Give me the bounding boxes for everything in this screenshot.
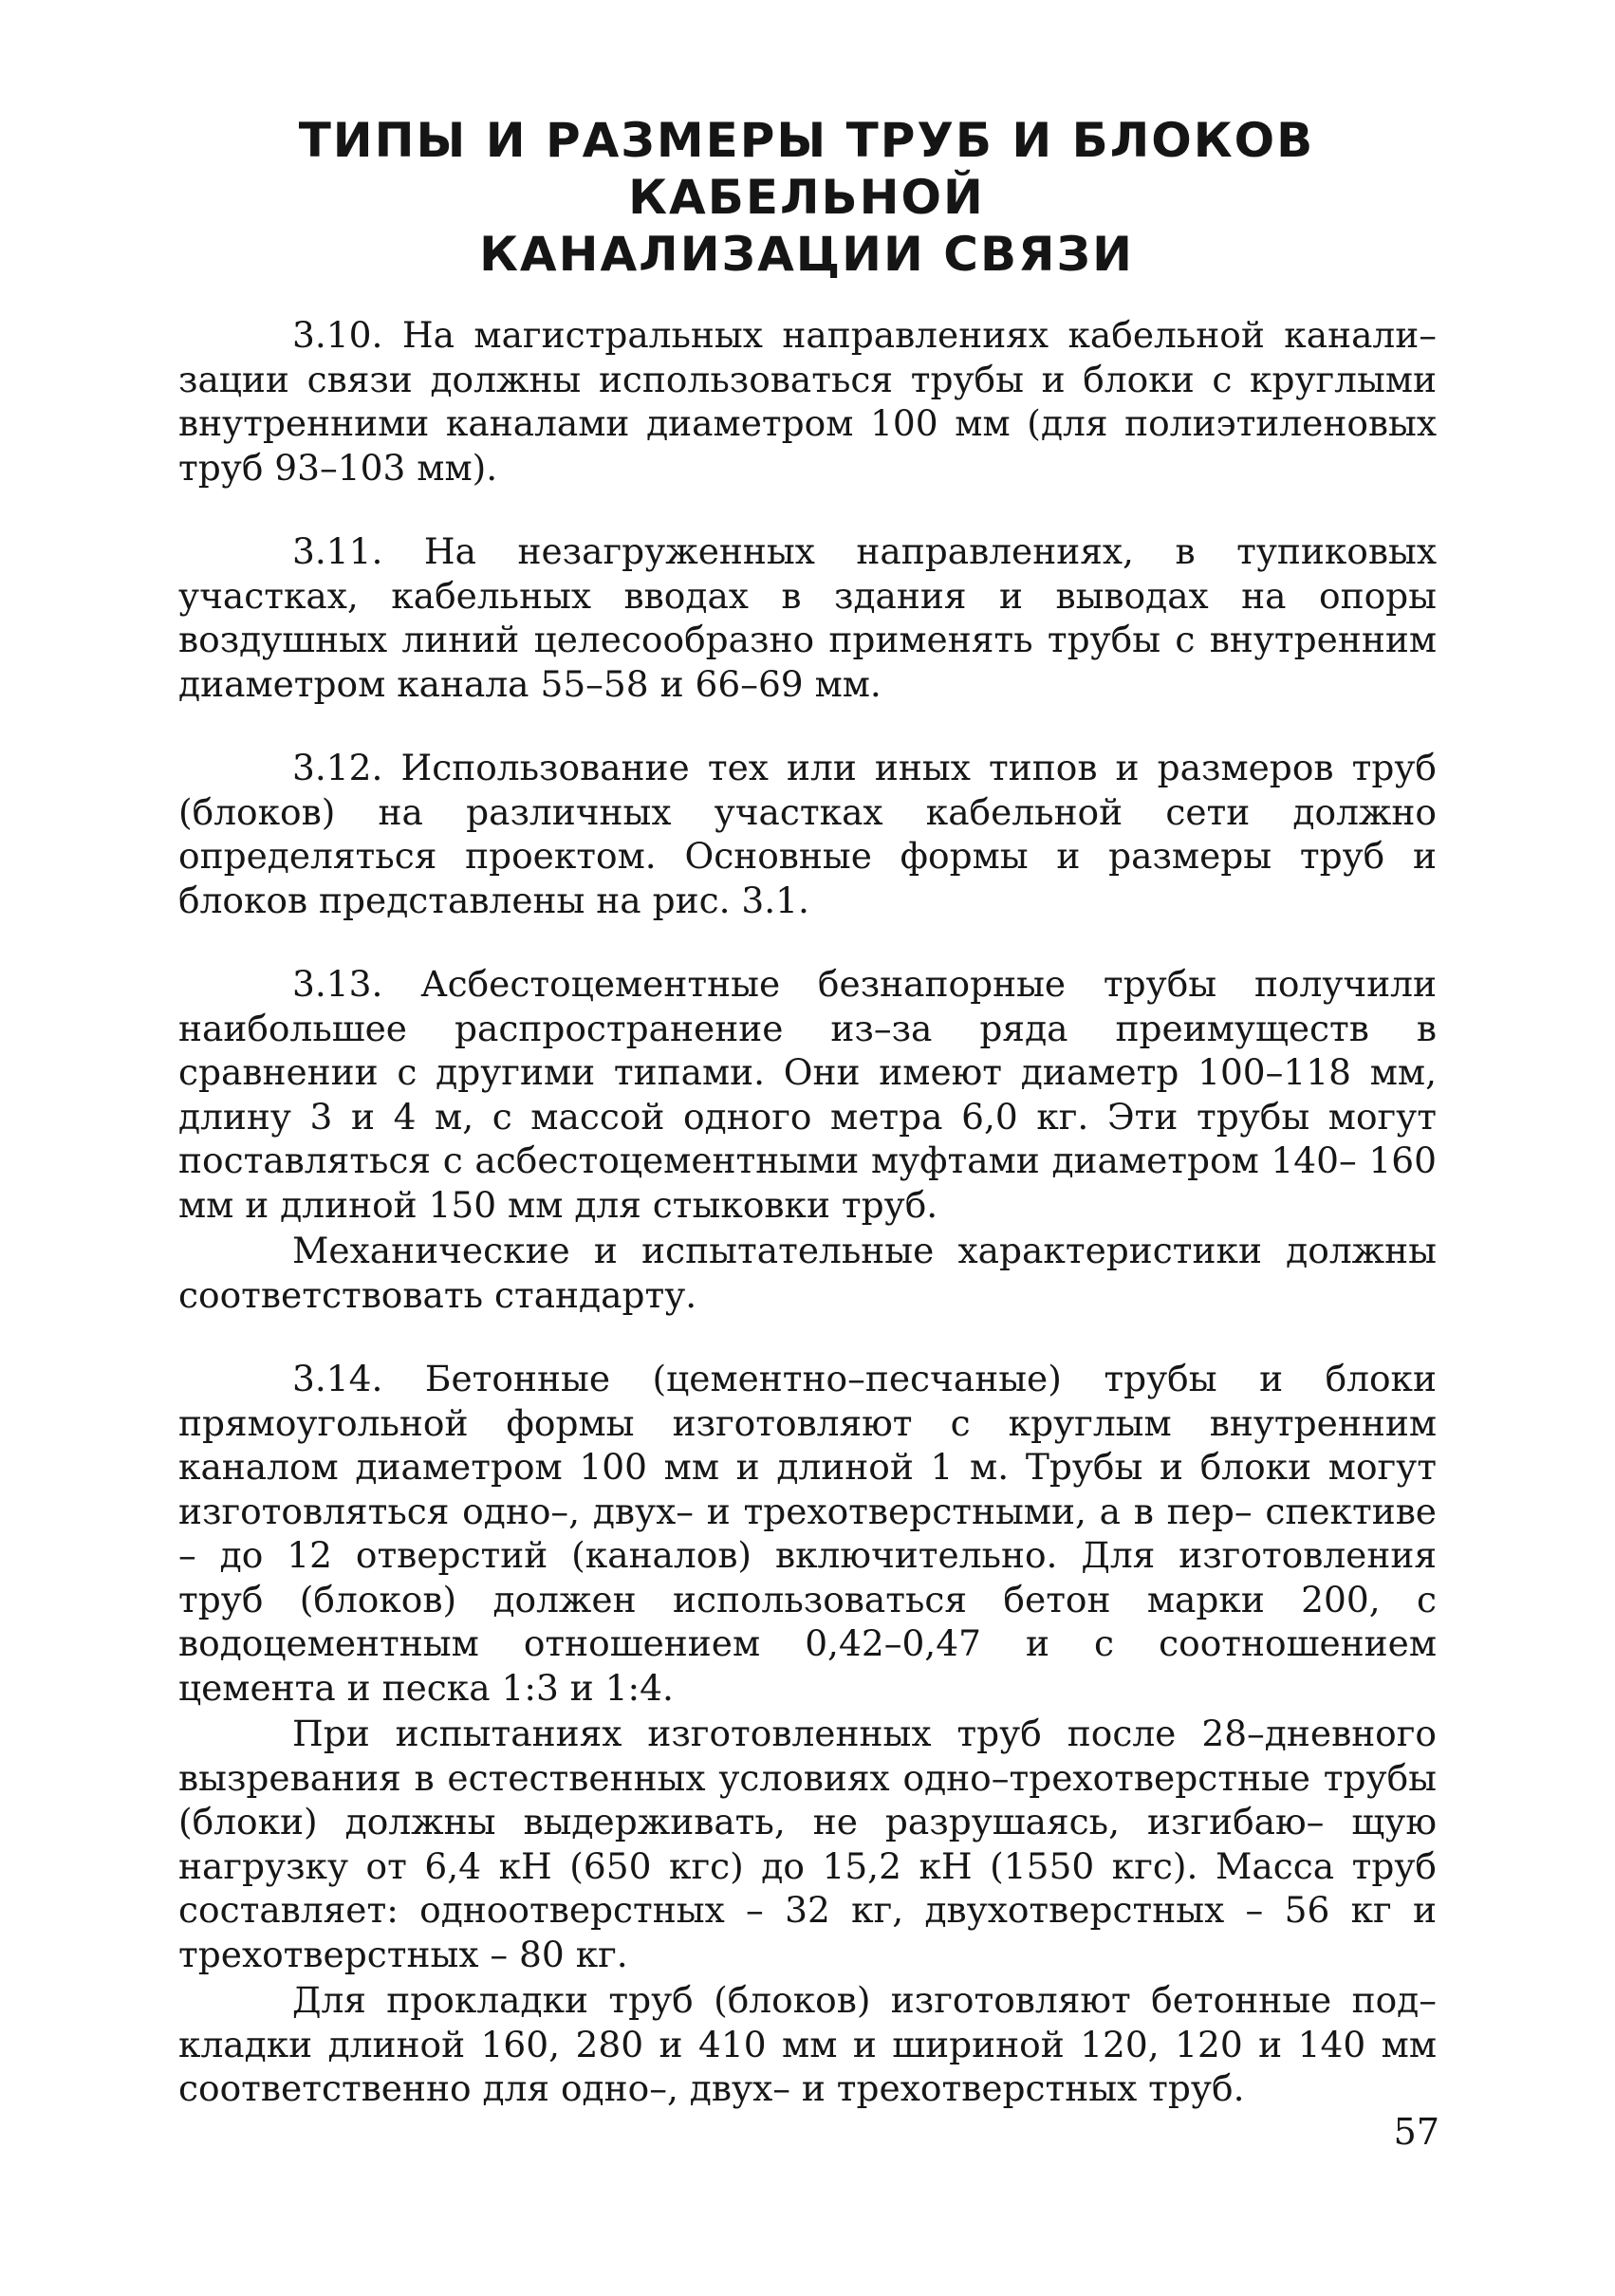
title-line-2: КАНАЛИЗАЦИИ СВЯЗИ [479,227,1134,282]
paragraph-3-11: 3.11. На незагруженных направлениях, в тупиковых участках, кабельных вводах в здания и выводах на опоры воздушных линий целесообразно применять трубы с внутренним диаметром канала 55–58 и 66–69 мм. [178,530,1437,705]
title-line-1: ТИПЫ И РАЗМЕРЫ ТРУБ И БЛОКОВ КАБЕЛЬНОЙ [298,113,1315,225]
page-title [171,112,1442,283]
paragraph-mechanical-characteristics: Механические и испытательные характеристики должны соответствовать стандарту. [178,1230,1437,1316]
paragraph-3-13: 3.13. Асбестоцементные безнапорные трубы получили наибольшее распространение из–за ряда преимуществ в сравнении с другими типами. Они имеют диаметр 100–118 мм, длину 3 и 4 м, с массой одного метра 6,0 кг. Эти трубы могут поставляться с асбестоцементными муфтами диаметром 140– 160 мм и длиной 150 мм для стыковки труб. [178,963,1437,1226]
paragraph-3-14: 3.14. Бетонные (цементно–песчаные) трубы и блоки прямоугольной формы изготовляют с круглым внутренним каналом диаметром 100 мм и длиной 1 м. Трубы и блоки могут изготовляться одно–, двух– и трехотверстными, а в пер– спективе – до 12 отверстий (каналов) включительно. Для изготовления труб (блоков) должен использоваться бетон марки 200, с водоцементным отношением 0,42–0,47 и с соотношением цемента и песка 1:3 и 1:4. [178,1358,1437,1709]
body-text [178,313,1437,2111]
paragraph-3-12: 3.12. Использование тех или иных типов и размеров труб (блоков) на различных участках кабельной сети должно определяться проектом. Основные формы и размеры труб и блоков представлены на рис. 3.1. [178,747,1437,921]
paragraph-pads: Для прокладки труб (блоков) изготовляют бетонные под– кладки длиной 160, 280 и 410 мм и шириной 120, 120 и 140 мм соответственно для одно–, двух– и трехотверстных труб. [178,1979,1437,2109]
paragraph-testing: При испытаниях изготовленных труб после 28–дневного вызревания в естественных условиях одно–трехотверстные трубы (блоки) должны выдерживать, не разрушаясь, изгибаю– щую нагрузку от 6,4 кН (650 кгс) до 15,2 кН (1550 кгс). Масса труб составляет: одноотверстных – 32 кг, двухотверстных – 56 кг и трехотверстных – 80 кг. [178,1713,1437,1975]
paragraph-3-10: 3.10. На магистральных направлениях кабельной канали– зации связи должны использоваться трубы и блоки с круглыми внутренними каналами диаметром 100 мм (для полиэтиленовых труб 93–103 мм). [178,314,1437,489]
page-number: 57 [1393,2111,1439,2153]
